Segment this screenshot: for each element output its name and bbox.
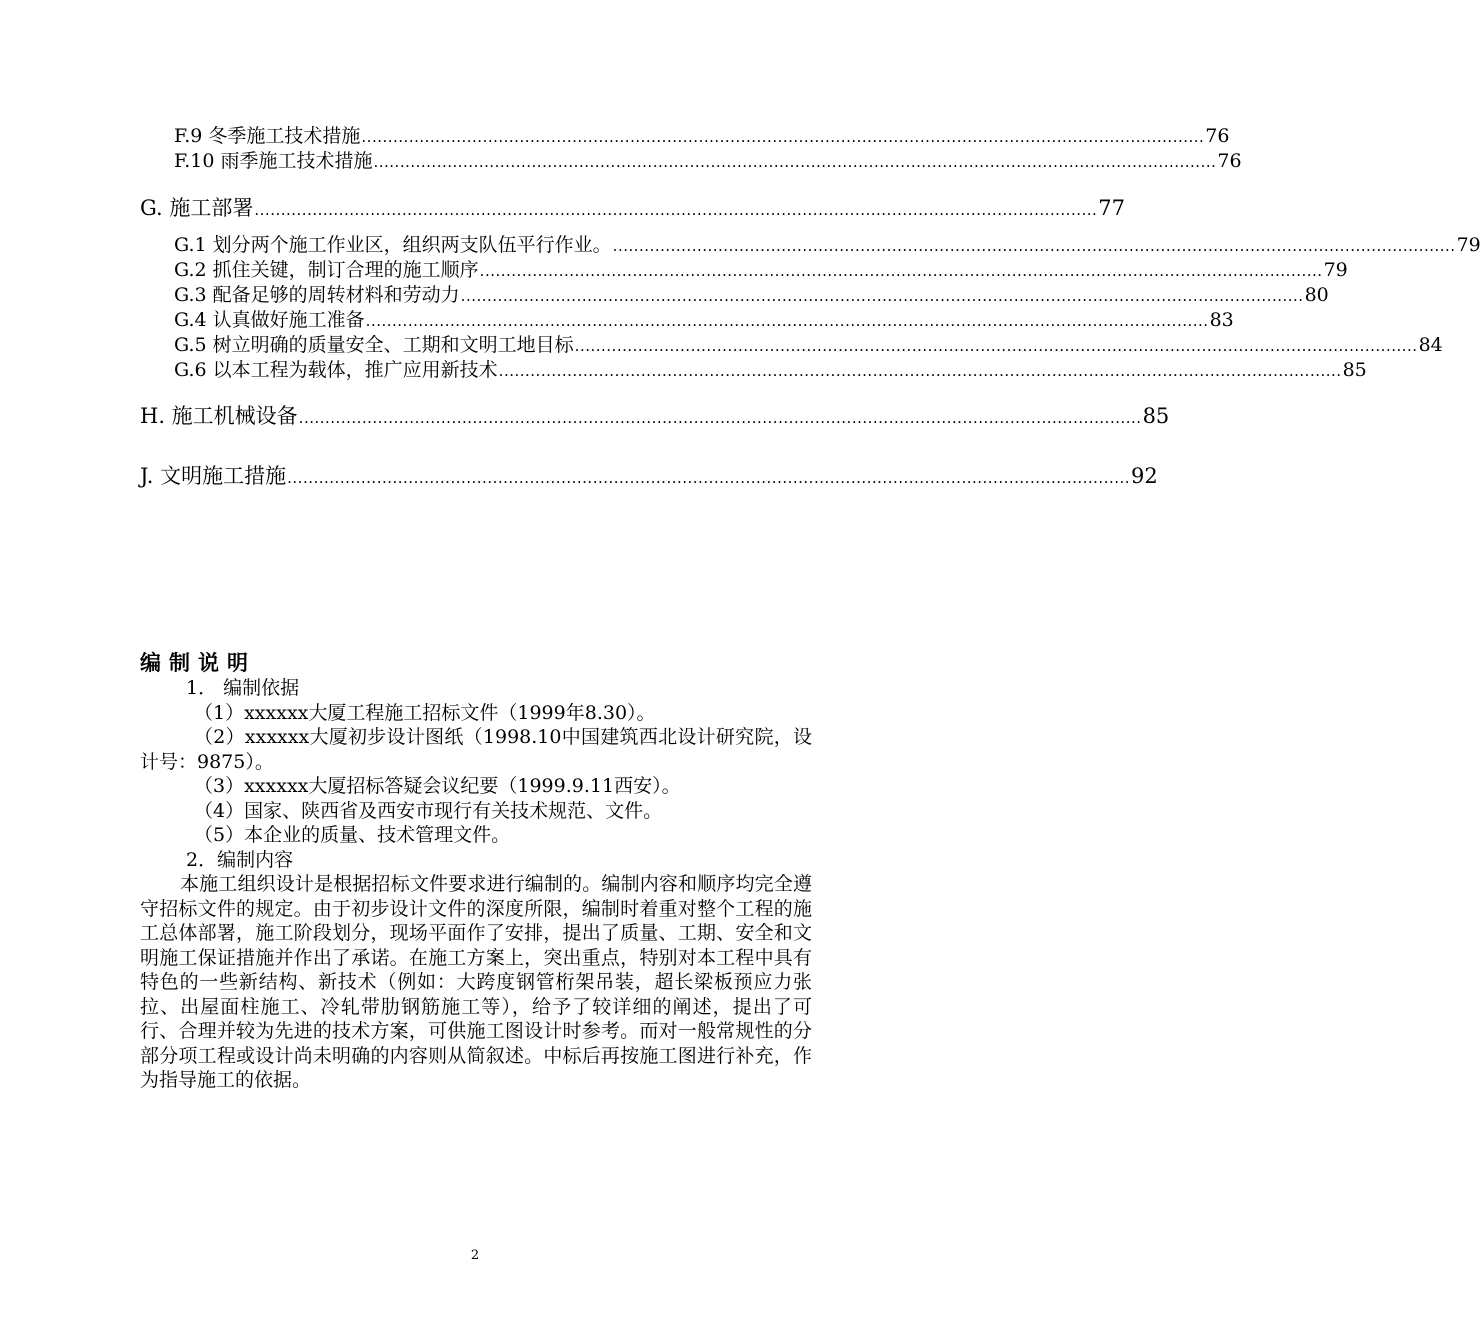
subheading-basis: 1． 编制依据 xyxy=(186,677,300,699)
toc-dot-leader: ................................................................................................................................................................ xyxy=(498,362,1342,380)
toc-dot-leader: ................................................................................................................................................................ xyxy=(612,237,1456,255)
content-paragraph: 本施工组织设计是根据招标文件要求进行编制的。编制内容和顺序均完全遵守招标文件的规定。由于初步设计文件的深度所限，编制时着重对整个工程的施工总体部署，施工阶段划分，现场平面作了安排，提出了质量、工期、安全和文明施工保证措施并作出了承诺。在施工方案上，突出重点，特别对本工程中具有特色的一些新结构、新技术（例如：大跨度钢管桁架吊装，超长梁板预应力张拉、出屋面柱施工、冷轧带肋钢筋施工等），给予了较详细的阐述，提出了可行、合理并较为先进的技术方案，可供施工图设计时参考。而对一般常规性的分部分项工程或设计尚未明确的内容则从简叙述。中标后再按施工图进行补充，作为指导施工的依据。 xyxy=(140,873,812,1091)
toc-entry-label: G.5 树立明确的质量安全、工期和文明工地目标 xyxy=(174,334,574,356)
toc-entry-page: 76 xyxy=(1217,150,1242,172)
toc-entry-label: H. 施工机械设备 xyxy=(140,404,298,428)
toc-entry-f10[interactable] xyxy=(174,149,1242,174)
toc-entry-label: F.9 冬季施工技术措施 xyxy=(174,125,361,147)
subheading-content: 2．编制内容 xyxy=(186,848,294,871)
toc-entry-f9[interactable] xyxy=(174,124,1230,149)
toc-dot-leader: ................................................................................................................................................................ xyxy=(574,337,1418,355)
toc-entry-label: G.3 配备足够的周转材料和劳动力 xyxy=(174,284,460,306)
basis-item: （3）xxxxxx大厦招标答疑会议纪要（1999.9.11西安）。 xyxy=(194,775,681,797)
toc-entry-page: 76 xyxy=(1205,125,1230,147)
toc-entry-g6[interactable] xyxy=(174,358,1367,383)
page-number: 2 xyxy=(470,1248,480,1263)
toc-dot-leader: ................................................................................................................................................................ xyxy=(361,128,1205,146)
toc-entry-g2[interactable] xyxy=(174,258,1348,283)
toc-entry-j[interactable] xyxy=(140,462,1158,492)
toc-entry-g3[interactable] xyxy=(174,283,1329,308)
toc-entry-page: 77 xyxy=(1098,196,1126,220)
toc-entry-label: F.10 雨季施工技术措施 xyxy=(174,150,373,172)
toc-entry-label: G.1 划分两个施工作业区，组织两支队伍平行作业。 xyxy=(174,234,612,256)
toc-entry-page: 85 xyxy=(1342,359,1367,381)
section-body xyxy=(140,676,812,1093)
toc-entry-page: 92 xyxy=(1131,464,1158,488)
basis-item: （5）本企业的质量、技术管理文件。 xyxy=(194,824,511,846)
toc-entry-g5[interactable] xyxy=(174,333,1443,358)
toc-dot-leader: ................................................................................................................................................................ xyxy=(254,201,1098,219)
basis-item: （4）国家、陕西省及西安市现行有关技术规范、文件。 xyxy=(194,799,663,822)
toc-entry-page: 80 xyxy=(1304,284,1329,306)
toc-entry-label: J. 文明施工措施 xyxy=(140,464,287,488)
toc-dot-leader: ................................................................................................................................................................ xyxy=(373,153,1217,171)
toc-entry-label: G.2 抓住关键，制订合理的施工顺序 xyxy=(174,259,479,281)
toc-entry-h[interactable] xyxy=(140,402,1170,432)
toc-dot-leader: ................................................................................................................................................................ xyxy=(298,409,1142,427)
toc-dot-leader: ................................................................................................................................................................ xyxy=(287,469,1131,487)
toc-entry-label: G.4 认真做好施工准备 xyxy=(174,309,365,331)
section-title: 编制说明 xyxy=(140,651,256,675)
toc-entry-g4[interactable] xyxy=(174,308,1234,333)
toc-entry-page: 79 xyxy=(1456,234,1481,256)
basis-item: （2）xxxxxx大厦初步设计图纸（1998.10中国建筑西北设计研究院，设计号：9875）。 xyxy=(140,726,812,773)
toc-entry-label: G.6 以本工程为载体，推广应用新技术 xyxy=(174,359,498,381)
toc-entry-page: 83 xyxy=(1209,309,1234,331)
toc-dot-leader: ................................................................................................................................................................ xyxy=(479,262,1323,280)
toc-entry-page: 79 xyxy=(1323,259,1348,281)
toc-entry-g[interactable] xyxy=(140,194,1126,224)
toc-entry-page: 84 xyxy=(1418,334,1443,356)
basis-item: （1）xxxxxx大厦工程施工招标文件（1999年8.30）。 xyxy=(194,701,656,724)
toc-entry-label: G. 施工部署 xyxy=(140,196,254,220)
toc-entry-page: 85 xyxy=(1142,404,1170,428)
toc-dot-leader: ................................................................................................................................................................ xyxy=(460,287,1304,305)
toc-dot-leader: ................................................................................................................................................................ xyxy=(365,312,1209,330)
toc-entry-g1[interactable] xyxy=(174,233,1481,258)
